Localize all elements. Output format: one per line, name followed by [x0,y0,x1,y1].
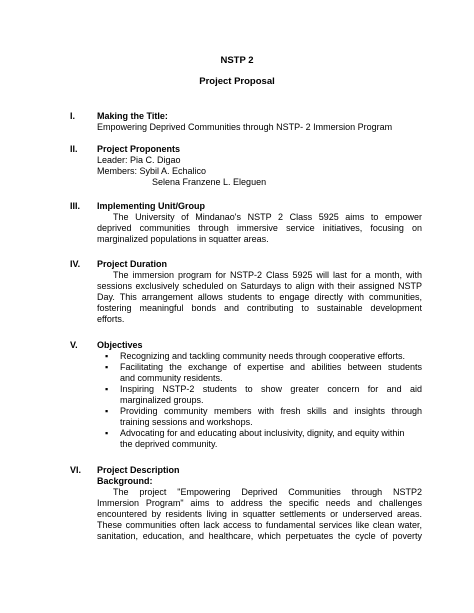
paragraph-line: efforts. [97,314,125,324]
proponent-members: Members: Sybil A. Echalico [97,166,207,176]
list-item [97,428,422,450]
section-heading: Project Description [97,465,180,475]
objective-text: marginalized groups. [120,395,204,405]
document-title: NSTP 2 [220,55,254,66]
paragraph-line: deprived communities through immersive service initiatives, focusing on [97,223,422,233]
proponent-member: Selena Franzene L. Eleguen [152,177,267,187]
square-bullet-icon: ▪ [105,351,109,361]
objectives-list [97,351,422,450]
objective-text: Advocating for and educating about inclusivity, dignity, and equity within [120,428,405,438]
paragraph-line: sessions exclusively scheduled on Saturdays to align with their assigned NSTP [97,281,422,291]
objective-text: training sessions and workshops. [120,417,253,427]
square-bullet-icon: ▪ [105,428,109,438]
paragraph-line: The project "Empowering Deprived Communities through NSTP2 [113,487,422,497]
paragraph-line: fostering meaningful bonds and contributing to sustainable development [97,303,422,313]
list-item [97,406,422,428]
section-number: I. [70,111,76,121]
list-item [97,351,422,362]
objective-text: Recognizing and tackling community needs through cooperative efforts. [120,351,405,361]
paragraph-line: Day. This arrangement allows students to engage directly with communities, [97,292,422,302]
section-heading: Implementing Unit/Group [97,201,205,211]
paragraph-line: marginalized populations in squatter areas. [97,234,269,244]
section-heading: Objectives [97,340,143,350]
section-number: V. [70,340,78,350]
square-bullet-icon: ▪ [105,406,109,416]
subsection-heading: Background: [97,476,153,486]
paragraph-line: The immersion program for NSTP-2 Class 5925 will last for a month, with [113,270,422,280]
proponent-leader: Leader: Pia C. Digao [97,155,181,165]
section-number: VI. [70,465,82,475]
section-number: IV. [70,259,81,269]
section-heading: Project Duration [97,259,168,269]
proposal-title-text: Empowering Deprived Communities through NSTP- 2 Immersion Program [97,122,393,132]
objective-text: and community residents. [120,373,223,383]
section-heading: Project Proponents [97,144,181,154]
paragraph-line: These communities often lack access to fundamental services like clean water, [97,520,422,530]
objective-text: Providing community members with fresh skills and insights through [120,406,422,416]
paragraph-line: Immersion Program" aims to address the specific needs and challenges [97,498,422,508]
paragraph-line: sanitation, education, and healthcare, which perpetuates the cycle of poverty [97,531,422,541]
section-number: II. [70,144,78,154]
section-number: III. [70,201,81,211]
paragraph-line: encountered by residents living in squatter settlements or underserved areas. [97,509,422,519]
objective-text: the deprived community. [120,439,218,449]
objective-text: Inspiring NSTP-2 students to show greater concern for and aid [120,384,422,394]
section-heading: Making the Title: [97,111,168,121]
document-subtitle: Project Proposal [199,76,275,87]
square-bullet-icon: ▪ [105,362,109,372]
list-item [97,362,422,384]
square-bullet-icon: ▪ [105,384,109,394]
list-item [97,384,422,406]
objective-text: Facilitating the exchange of expertise and abilities between students [120,362,422,372]
paragraph-line: The University of Mindanao's NSTP 2 Class 5925 aims to empower [113,212,422,222]
